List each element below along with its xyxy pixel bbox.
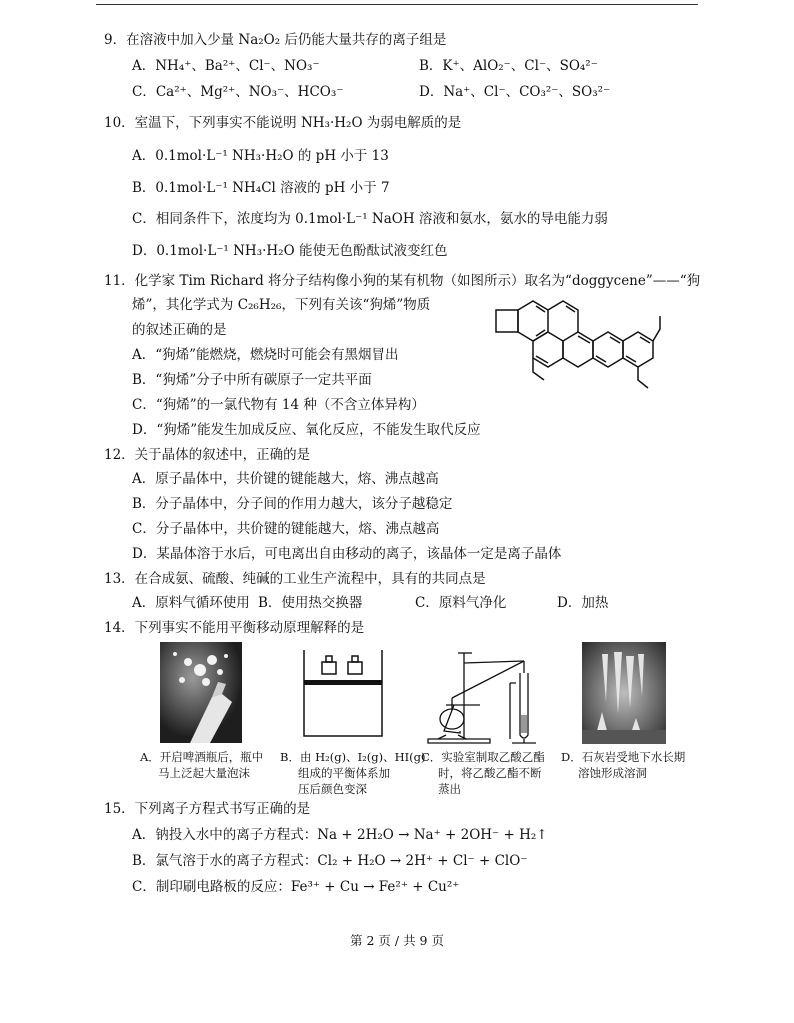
- q13-option-a: A．原料气循环使用: [132, 595, 250, 611]
- q10-option-b: B．0.1mol·L⁻¹ NH₄Cl 溶液的 pH 小于 7: [132, 180, 390, 196]
- q12-option-b: B．分子晶体中，分子间的作用力越大，该分子越稳定: [132, 496, 453, 512]
- q13-option-b: B．使用热交换器: [258, 595, 363, 611]
- q14-caption-b-line2: 组成的平衡体系加: [298, 766, 390, 780]
- q11-option-a: A．“狗烯”能燃烧，燃烧时可能会有黑烟冒出: [132, 347, 399, 363]
- q14-caption-d-line2: 溶蚀形成溶洞: [578, 766, 647, 780]
- q15-stem: 15．下列离子方程式书写正确的是: [104, 801, 311, 817]
- q12-stem: 12．关于晶体的叙述中，正确的是: [104, 447, 311, 463]
- q10-stem: 10．室温下，下列事实不能说明 NH₃·H₂O 为弱电解质的是: [104, 115, 462, 131]
- q11-option-c: C．“狗烯”的一氯代物有 14 种（不含立体异构）: [132, 397, 425, 413]
- q11-stem-line3: 的叙述正确的是: [132, 322, 227, 338]
- q9-option-d: D．Na⁺、Cl⁻、CO₃²⁻、SO₃²⁻: [419, 84, 611, 100]
- page-footer: 第 2 页 / 共 9 页: [350, 933, 444, 948]
- q9-option-a: A．NH₄⁺、Ba²⁺、Cl⁻、NO₃⁻: [132, 58, 320, 74]
- beer-bottle-photo: [160, 642, 242, 743]
- q14-caption-d-line1: D．石灰岩受地下水长期: [561, 750, 686, 764]
- q14-caption-c-line2: 时，将乙酸乙酯不断: [438, 766, 542, 780]
- q14-caption-c-line1: C．实验室制取乙酸乙酯: [421, 750, 545, 764]
- q12-option-c: C．分子晶体中，共价键的键能越大，熔、沸点越高: [132, 521, 440, 537]
- q15-option-c: C．制印刷电路板的反应：Fe³⁺ + Cu → Fe²⁺ + Cu²⁺: [132, 879, 460, 895]
- q15-option-b: B．氯气溶于水的离子方程式：Cl₂ + H₂O → 2H⁺ + Cl⁻ + ClO⁻: [132, 853, 528, 869]
- q10-option-a: A．0.1mol·L⁻¹ NH₃·H₂O 的 pH 小于 13: [132, 148, 389, 164]
- q10-option-d: D．0.1mol·L⁻¹ NH₃·H₂O 能使无色酚酞试液变红色: [132, 243, 448, 259]
- limestone-cave-photo: [582, 642, 666, 744]
- q15-option-a: A．钠投入水中的离子方程式：Na + 2H₂O → Na⁺ + 2OH⁻ + H₂↑: [132, 827, 548, 843]
- q11-stem-line2: 烯”，其化学式为 C₂₆H₂₆，下列有关该“狗烯”物质: [132, 297, 431, 313]
- q12-option-a: A．原子晶体中，共价键的键能越大，熔、沸点越高: [132, 471, 439, 487]
- q13-option-c: C．原料气净化: [415, 595, 507, 611]
- q14-stem: 14．下列事实不能用平衡移动原理解释的是: [104, 620, 365, 636]
- q14-caption-b-line3: 压后颜色变深: [298, 782, 367, 796]
- q13-stem: 13．在合成氨、硫酸、纯碱的工业生产流程中，具有的共同点是: [104, 571, 486, 587]
- q14-caption-a-line2: 马上泛起大量泡沫: [158, 766, 250, 780]
- q14-caption-b-line1: B．由 H₂(g)、I₂(g)、HI(g): [280, 750, 426, 764]
- esterification-apparatus-diagram: [424, 643, 540, 745]
- q10-option-c: C．相同条件下，浓度均为 0.1mol·L⁻¹ NaOH 溶液和氨水，氨水的导电能力弱: [132, 211, 608, 227]
- q9-stem: 9．在溶液中加入少量 Na₂O₂ 后仍能大量共存的离子组是: [104, 32, 447, 48]
- q13-option-d: D．加热: [557, 595, 609, 611]
- q11-stem-line1: 11．化学家 Tim Richard 将分子结构像小狗的某有机物（如图所示）取名为“doggycene”——“狗: [104, 273, 701, 289]
- q14-caption-a-line1: A．开启啤酒瓶后，瓶中: [140, 750, 264, 764]
- q11-option-b: B．“狗烯”分子中所有碳原子一定共平面: [132, 372, 372, 388]
- q12-option-d: D．某晶体溶于水后，可电离出自由移动的离子，该晶体一定是离子晶体: [132, 546, 562, 562]
- q9-option-b: B．K⁺、AlO₂⁻、Cl⁻、SO₄²⁻: [419, 58, 598, 74]
- q9-option-c: C．Ca²⁺、Mg²⁺、NO₃⁻、HCO₃⁻: [132, 84, 344, 100]
- q14-caption-c-line3: 蒸出: [438, 782, 461, 796]
- piston-container-diagram: [302, 650, 384, 738]
- q11-option-d: D．“狗烯”能发生加成反应、氧化反应，不能发生取代反应: [132, 422, 481, 438]
- header-rule: [96, 4, 698, 5]
- doggycene-structure-diagram: [488, 298, 668, 398]
